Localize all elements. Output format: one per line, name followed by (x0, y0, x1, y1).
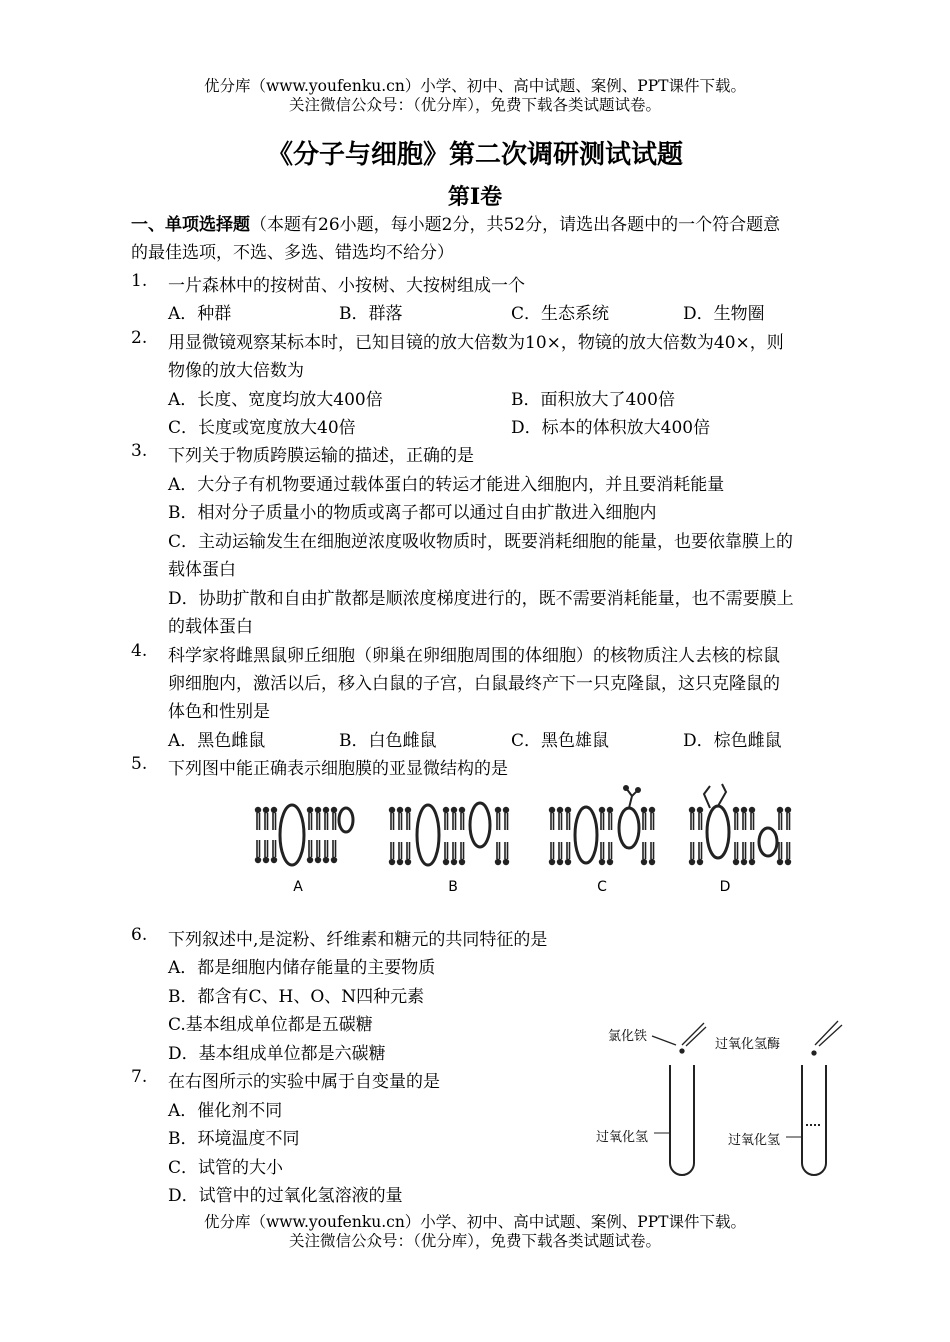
label-h2o2-left: 过氧化氢 (596, 1130, 649, 1145)
footer-line-1: 优分库（www.youfenku.cn）小学、初中、高中试题、案例、PPT课件下载。 (203, 1213, 747, 1231)
question-text: 下列图中能正确表示细胞膜的亚显微结构的是 (168, 759, 508, 779)
page-title: 《分子与细胞》第二次调研测试试题 (266, 140, 683, 170)
question-text: 物像的放大倍数为 (168, 361, 304, 381)
option-b: B．面积放大了400倍 (511, 390, 675, 410)
label-h2o2-right: 过氧化氢 (728, 1133, 781, 1148)
option-b: B．白色雌鼠 (339, 731, 437, 751)
question-number: 4. (131, 641, 148, 661)
test-tube-left-icon (654, 1065, 694, 1175)
option-d: D．试管中的过氧化氢溶液的量 (168, 1186, 403, 1206)
option-a: A．种群 (168, 304, 232, 324)
header-line-1: 优分库（www.youfenku.cn）小学、初中、高中试题、案例、PPT课件下载。 (203, 77, 747, 95)
option-a: A．催化剂不同 (168, 1101, 283, 1121)
option-c: C．长度或宽度放大40倍 (168, 418, 356, 438)
option-c: C．黑色雄鼠 (511, 731, 610, 751)
question-number: 6. (131, 925, 148, 945)
question-number: 5. (131, 754, 148, 774)
membrane-b-icon (389, 803, 509, 865)
membrane-figure (240, 780, 810, 900)
option-a: A．大分子有机物要通过载体蛋白的转运才能进入细胞内，并且要消耗能量 (168, 475, 725, 495)
question-text: 下列叙述中,是淀粉、纤维素和糖元的共同特征的是 (168, 930, 548, 950)
question-text: 体色和性别是 (168, 702, 270, 722)
option-a: A．长度、宽度均放大400倍 (168, 390, 383, 410)
section-desc-2: 的最佳选项，不选、多选、错选均不给分） (131, 243, 454, 263)
option-d: D．标本的体积放大400倍 (511, 418, 711, 438)
test-tube-right-icon (786, 1065, 826, 1175)
figure-label-b: B (448, 879, 458, 895)
option-c: C．试管的大小 (168, 1158, 284, 1178)
test-tube-figure (590, 1015, 870, 1190)
option-d: D．协助扩散和自由扩散都是顺浓度梯度进行的，既不需要消耗能量，也不需要膜上 (168, 589, 794, 609)
question-text: 卵细胞内，激活以后，移入白鼠的子宫，白鼠最终产下一只克隆鼠，这只克隆鼠的 (168, 674, 780, 694)
dropper-right-icon (812, 1021, 842, 1055)
question-text: 在右图所示的实验中属于自变量的是 (168, 1072, 440, 1092)
option-c: C.基本组成单位都是五碳糖 (168, 1015, 373, 1035)
question-number: 3. (131, 441, 148, 461)
option-d: D．基本组成单位都是六碳糖 (168, 1044, 386, 1064)
option-a: A．黑色雌鼠 (168, 731, 266, 751)
section-heading (131, 215, 780, 235)
question-text: 用显微镜观察某标本时，已知目镜的放大倍数为10×，物镜的放大倍数为40×，则 (168, 333, 784, 353)
question-text: 一片森林中的按树苗、小按树、大按树组成一个 (168, 276, 525, 296)
option-d: D．棕色雌鼠 (683, 731, 782, 751)
option-b: B．环境温度不同 (168, 1129, 300, 1149)
membrane-a-icon (255, 805, 353, 865)
dropper-left-icon (652, 1023, 706, 1053)
question-number: 2. (131, 328, 148, 348)
option-b: B．都含有C、H、O、N四种元素 (168, 987, 425, 1007)
question-number: 1. (131, 271, 148, 291)
section-label: 一、单项选择题 (131, 215, 250, 235)
membrane-d-icon (689, 784, 791, 865)
section-desc-1: （本题有26小题，每小题2分，共52分，请选出各题中的一个符合题意 (250, 215, 781, 235)
option-d: D．生物圈 (683, 304, 765, 324)
option-c-cont: 载体蛋白 (168, 560, 236, 580)
option-b: B．群落 (339, 304, 403, 324)
label-catalase: 过氧化氢酶 (715, 1037, 781, 1052)
figure-label-a: A (293, 879, 303, 895)
label-ferric-chloride: 氯化铁 (608, 1029, 648, 1044)
option-a: A．都是细胞内储存能量的主要物质 (168, 958, 436, 978)
question-text: 下列关于物质跨膜运输的描述，正确的是 (168, 446, 474, 466)
volume-title: 第Ⅰ卷 (447, 184, 503, 210)
question-text: 科学家将雌黑鼠卵丘细胞（卵巢在卵细胞周围的体细胞）的核物质注人去核的棕鼠 (168, 646, 780, 666)
option-c: C．生态系统 (511, 304, 610, 324)
footer-line-2: 关注微信公众号：（优分库），免费下载各类试题试卷。 (288, 1232, 661, 1250)
membrane-c-icon (549, 785, 655, 865)
header-line-2: 关注微信公众号：（优分库），免费下载各类试题试卷。 (288, 96, 661, 114)
option-c: C．主动运输发生在细胞逆浓度吸收物质时，既要消耗细胞的能量，也要依靠膜上的 (168, 532, 794, 552)
question-number: 7. (131, 1067, 148, 1087)
figure-label-c: C (597, 879, 607, 895)
figure-label-d: D (719, 879, 731, 895)
option-b: B．相对分子质量小的物质或离子都可以通过自由扩散进入细胞内 (168, 503, 657, 523)
option-d-cont: 的载体蛋白 (168, 617, 253, 637)
